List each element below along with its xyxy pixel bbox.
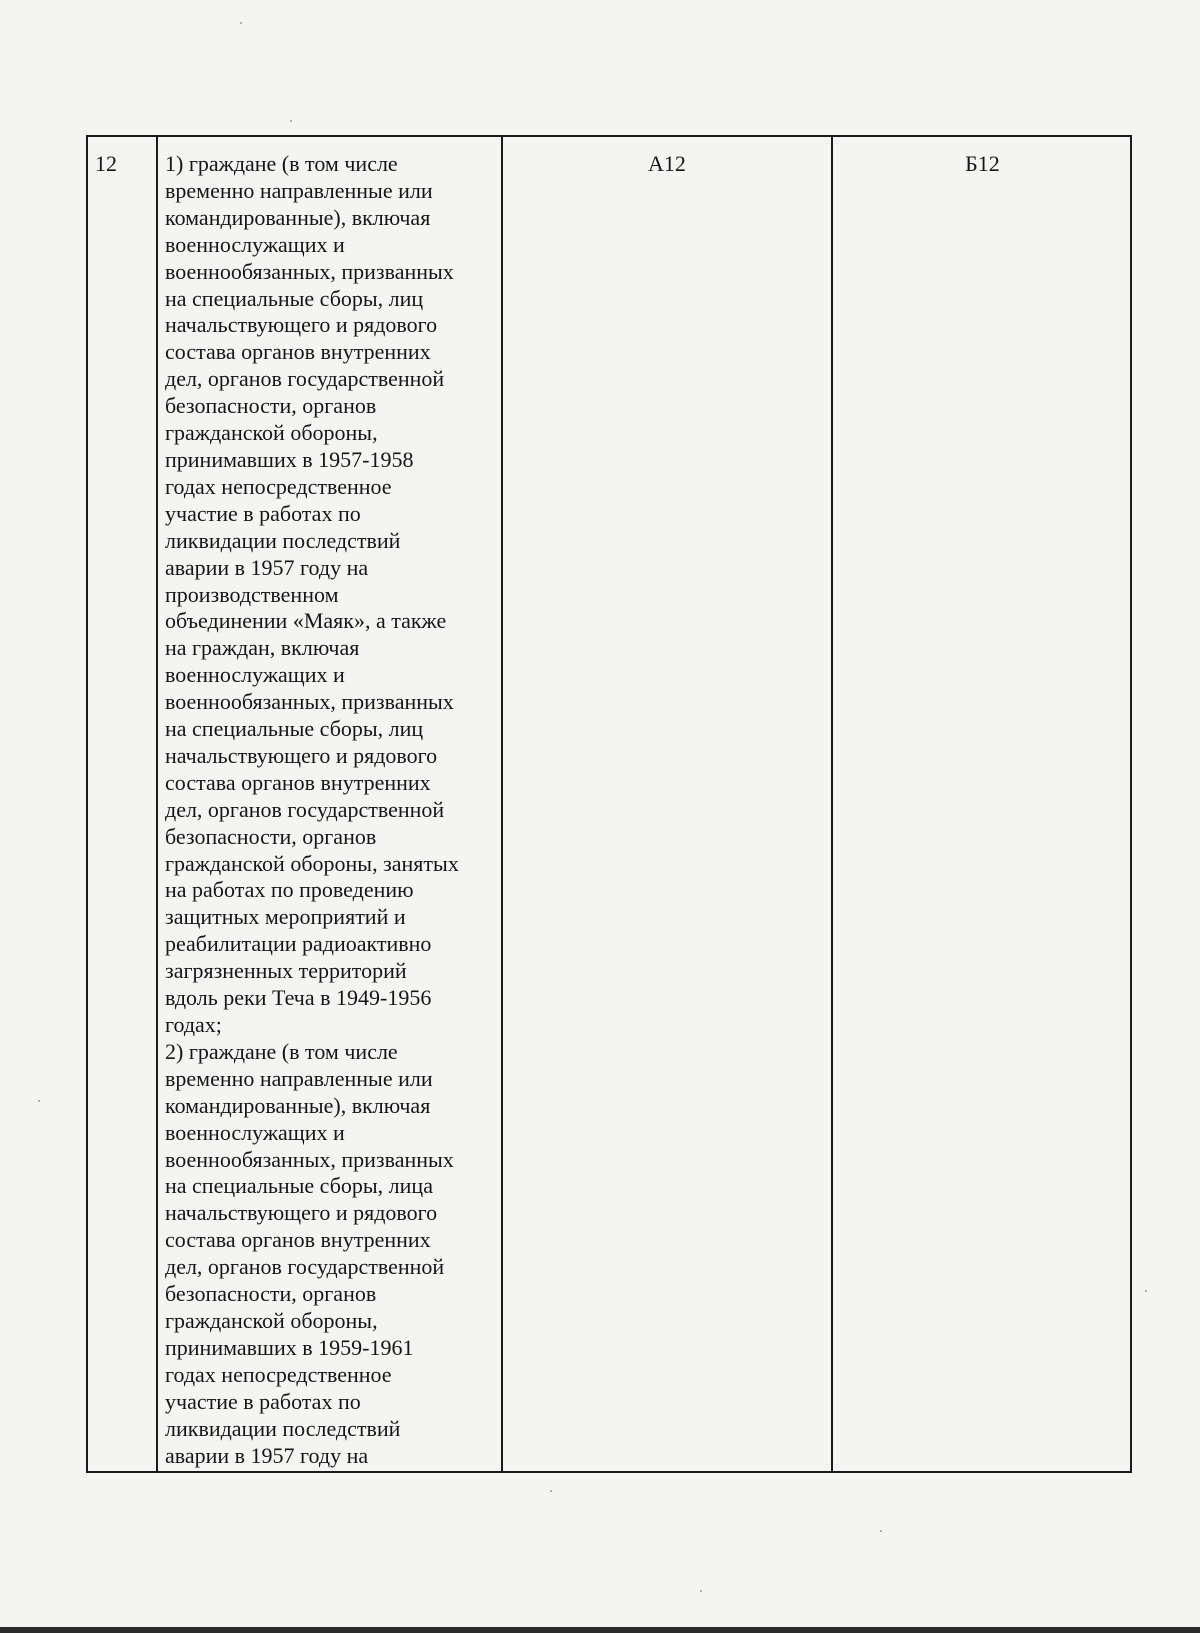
scan-edge [0,1627,1200,1633]
row-number-cell: 12 [95,151,117,176]
column-divider [156,137,158,1471]
column-a-cell: А12 [648,151,686,176]
scan-speck [550,1490,552,1492]
scan-speck [38,1100,40,1102]
scan-speck [290,120,292,122]
scan-speck [1145,1290,1147,1292]
data-table [86,135,1132,1473]
scan-speck [700,1590,702,1592]
description-cell: 1) граждане (в том числе временно направленные или командированные), включая военнослужащих и военнообязанных, призванных на специальные сборы, лиц начальствующего и рядового состава органов внутренних дел, органов государственной безопасности, органов гражданской обороны, принимавших в 1957-1958 годах непосредственное участие в работах по ликвидации последствий аварии в 1957 году на производственном объединении «Маяк», а также на граждан, включая военнослужащих и военнообязанных, призванных на специальные сборы, лиц начальствующего и рядового состава органов внутренних дел, органов государственной безопасности, органов гражданской обороны, занятых на работах по проведению защитных мероприятий и реабилитации радиоактивно загрязненных территорий вдоль реки Теча в 1949-1956 годах; 2) граждане (в том числе временно направленные или командированные), включая военнослужащих и военнообязанных, призванных на специальные сборы, лица начальствующего и рядового состава органов внутренних дел, органов государственной безопасности, органов гражданской обороны, принимавших в 1959-1961 годах непосредственное участие в работах по ликвидации последствий аварии в 1957 году на [165,151,459,1468]
column-b-cell: Б12 [965,151,1000,176]
column-divider [831,137,833,1471]
scan-speck [240,22,242,24]
scan-speck [880,1530,882,1532]
column-divider [501,137,503,1471]
